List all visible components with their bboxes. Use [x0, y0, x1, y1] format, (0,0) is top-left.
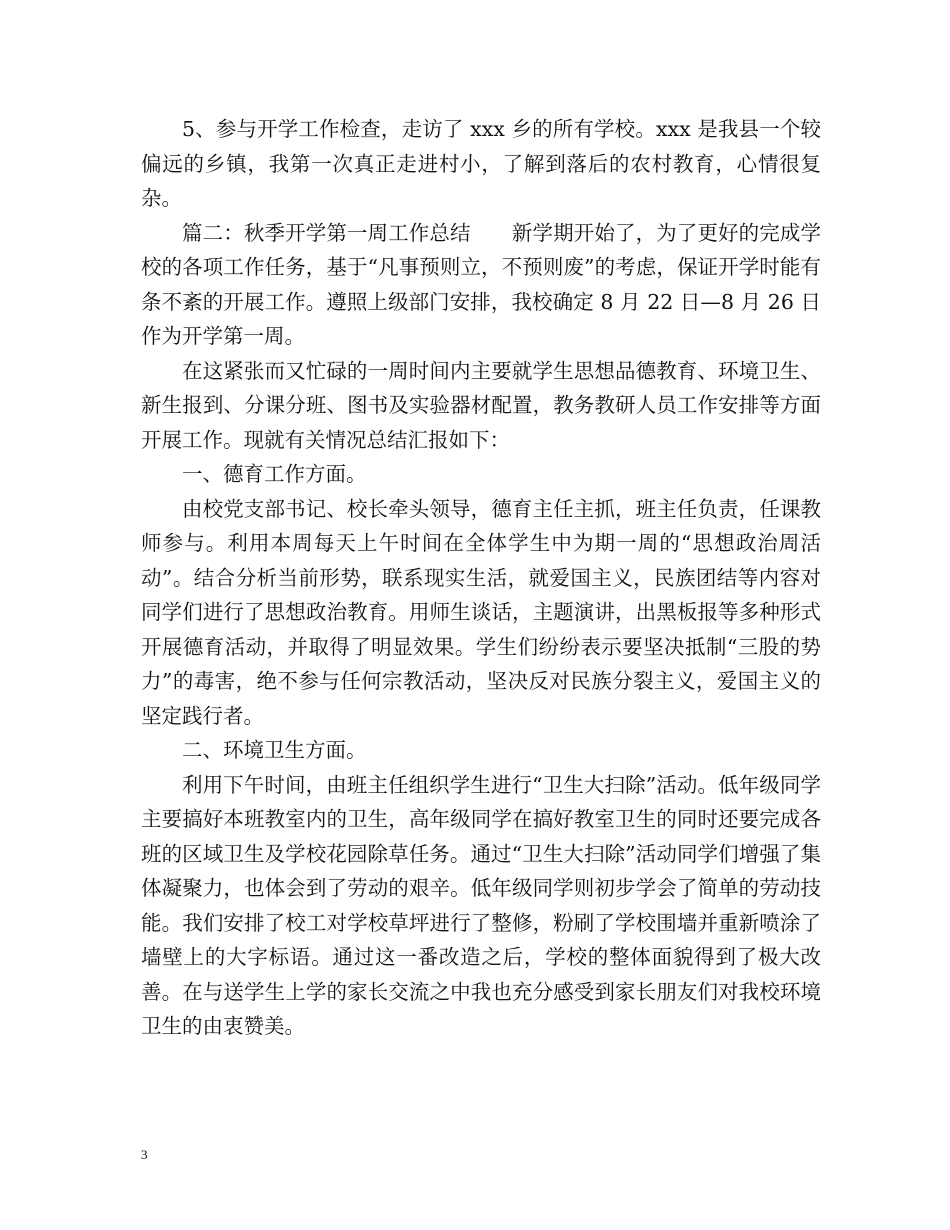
- paragraph-moral-education: 由校党支部书记、校长牵头领导，德育主任主抓，班主任负责，任课教师参与。利用本周每天上午时间在全体学生中为期一周的“思想政治周活动”。结合分析当前形势，联系现实生活，就爱国主义，民族团结等内容对同学们进行了思想政治教育。用师生谈话，主题演讲，出黑板报等多种形式开展德育活动，并取得了明显效果。学生们纷纷表示要坚决抵制“三股的势力”的毒害，绝不参与任何宗教活动，坚决反对民族分裂主义，爱国主义的坚定践行者。: [141, 496, 821, 728]
- paragraph-item-5: 5、参与开学工作检查，走访了 xxx 乡的所有学校。xxx 是我县一个较偏远的乡镇，我第一次真正走进村小，了解到落后的农村教育，心情很复杂。: [141, 117, 821, 210]
- section-heading-moral-education: 一、德育工作方面。: [182, 462, 367, 486]
- section-heading-environment: 二、环境卫生方面。: [182, 738, 367, 762]
- paragraph-part-two-intro: 篇二：秋季开学第一周工作总结 新学期开始了，为了更好的完成学校的各项工作任务，基于“凡事预则立，不预则废”的考虑，保证开学时能有条不紊的开展工作。遵照上级部门安排，我校确定 8 月 22 日—8 月 26 日作为开学第一周。: [141, 220, 821, 348]
- paragraph-overview: 在这紧张而又忙碌的一周时间内主要就学生思想品德教育、环境卫生、新生报到、分课分班、图书及实验器材配置，教务教研人员工作安排等方面开展工作。现就有关情况总结汇报如下：: [141, 358, 821, 452]
- document-body: [141, 112, 821, 1044]
- page-number: 3: [141, 1147, 148, 1162]
- paragraph-environment: 利用下午时间，由班主任组织学生进行“卫生大扫除”活动。低年级同学主要搞好本班教室内的卫生，高年级同学在搞好教室卫生的同时还要完成各班的区域卫生及学校花园除草任务。通过“卫生大扫除”活动同学们增强了集体凝聚力，也体会到了劳动的艰辛。低年级同学则初步学会了简单的劳动技能。我们安排了校工对学校草坪进行了整修，粉刷了学校围墙并重新喷涂了墙壁上的大字标语。通过这一番改造之后，学校的整体面貌得到了极大改善。在与送学生上学的家长交流之中我也充分感受到家长朋友们对我校环境卫生的由衷赞美。: [141, 772, 821, 1038]
